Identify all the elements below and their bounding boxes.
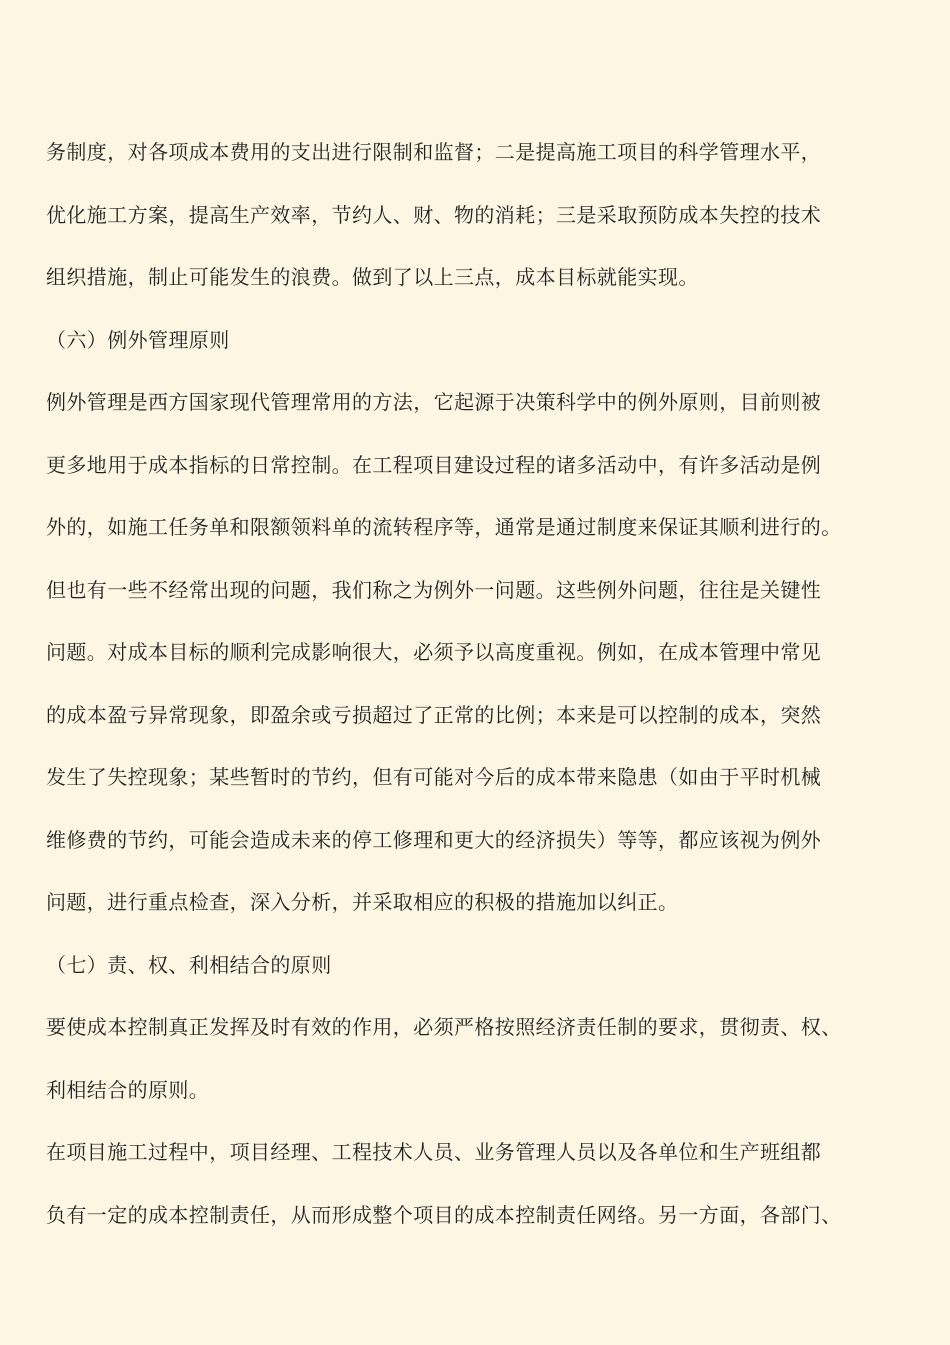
text-line: 更多地用于成本指标的日常控制。在工程项目建设过程的诸多活动中，有许多活动是例 [46,452,822,477]
document-body [46,121,906,1246]
text-line: 外的，如施工任务单和限额领料单的流转程序等，通常是通过制度来保证其顺利进行的。 [46,515,842,539]
text-line: 问题，进行重点检查，深入分析，并采取相应的积极的措施加以纠正。 [46,890,679,914]
text-line: 务制度，对各项成本费用的支出进行限制和监督；二是提高施工项目的科学管理水平， [46,140,822,164]
text-line: 组织措施，制止可能发生的浪费。做到了以上三点，成本目标就能实现。 [46,265,699,289]
text-line: 但也有一些不经常出现的问题，我们称之为例外一问题。这些例外问题，往往是关键性 [46,577,822,602]
text-line: 负有一定的成本控制责任，从而形成整个项目的成本控制责任网络。另一方面，各部门、 [46,1202,842,1227]
text-line: 利相结合的原则。 [46,1077,210,1102]
text-line: 在项目施工过程中，项目经理、工程技术人员、业务管理人员以及各单位和生产班组都 [46,1140,822,1164]
text-line: 发生了失控现象；某些暂时的节约，但有可能对今后的成本带来隐患（如由于平时机械 [46,765,822,789]
text-line: 问题。对成本目标的顺利完成影响很大，必须予以高度重视。例如，在成本管理中常见 [46,640,822,664]
text-line: 例外管理是西方国家现代管理常用的方法，它起源于决策科学中的例外原则，目前则被 [46,390,822,414]
text-line: 要使成本控制真正发挥及时有效的作用，必须严格按照经济责任制的要求，贯彻责、权、 [46,1015,842,1039]
text-line: 优化施工方案，提高生产效率，节约人、财、物的消耗；三是采取预防成本失控的技术 [46,202,822,227]
section-heading: （六）例外管理原则 [46,327,230,352]
text-line: 的成本盈亏异常现象，即盈余或亏损超过了正常的比例；本来是可以控制的成本，突然 [46,702,822,727]
text-line: 维修费的节约，可能会造成未来的停工修理和更大的经济损失）等等，都应该视为例外 [46,827,822,852]
section-heading: （七）责、权、利相结合的原则 [46,952,332,977]
